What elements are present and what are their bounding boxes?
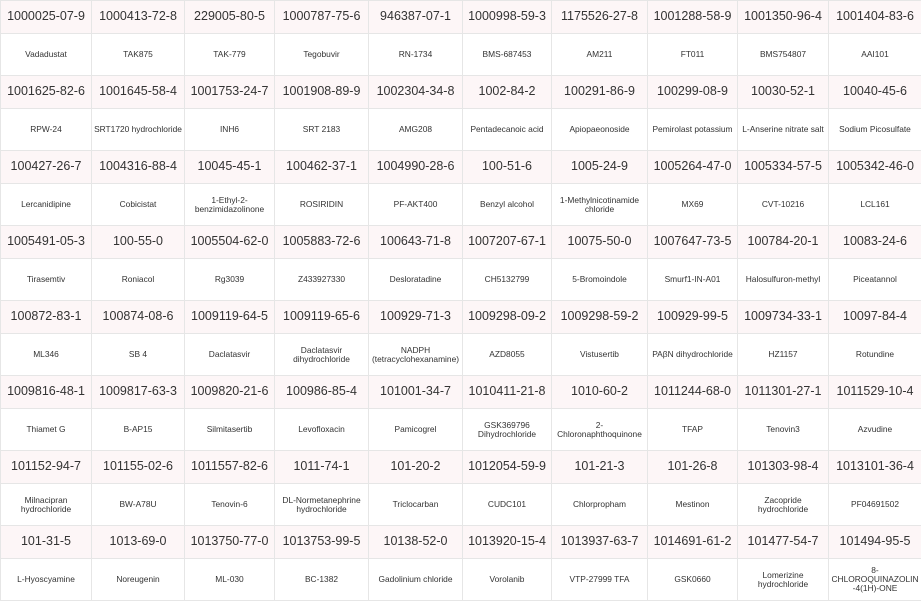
compound-name-row <box>1 484 921 526</box>
compound-name-cell[interactable]: NADPH (tetracyclohexanamine) <box>369 334 463 376</box>
cas-number-cell[interactable]: 101001-34-7 <box>369 376 463 409</box>
compound-name-cell[interactable]: AAI101 <box>829 34 921 76</box>
compound-name-cell[interactable]: Triclocarban <box>369 484 463 526</box>
cas-number-cell[interactable]: 101-20-2 <box>369 451 463 484</box>
compound-name-cell[interactable]: CVT-10216 <box>738 184 829 226</box>
compound-name-cell[interactable]: L-Hyoscyamine <box>1 559 92 601</box>
cas-number-cell[interactable]: 10040-45-6 <box>829 76 921 109</box>
cas-number-cell[interactable]: 100299-08-9 <box>648 76 738 109</box>
compound-name-cell[interactable]: BMS-687453 <box>463 34 552 76</box>
compound-name-cell[interactable]: Gadolinium chloride <box>369 559 463 601</box>
compound-name-cell[interactable]: Chlorpropham <box>552 484 648 526</box>
compound-name-cell[interactable]: 8-CHLOROQUINAZOLIN-4(1H)-ONE <box>829 559 921 601</box>
compound-name-cell[interactable]: Roniacol <box>92 259 185 301</box>
cas-number-cell[interactable]: 1010411-21-8 <box>463 376 552 409</box>
compound-name-cell[interactable]: Smurf1-IN-A01 <box>648 259 738 301</box>
compound-name-cell[interactable]: Tegobuvir <box>275 34 369 76</box>
cas-number-cell[interactable]: 1009298-59-2 <box>552 301 648 334</box>
cas-number-cell[interactable]: 1002304-34-8 <box>369 76 463 109</box>
compound-name-row <box>1 409 921 451</box>
compound-name-cell[interactable]: Sodium Picosulfate <box>829 109 921 151</box>
compound-name-cell[interactable]: INH6 <box>185 109 275 151</box>
compound-name-cell[interactable]: Pentadecanoic acid <box>463 109 552 151</box>
compound-name-row <box>1 334 921 376</box>
cas-number-cell[interactable]: 100643-71-8 <box>369 226 463 259</box>
cas-number-cell[interactable]: 1009816-48-1 <box>1 376 92 409</box>
compound-name-cell[interactable]: Pamicogrel <box>369 409 463 451</box>
compound-name-cell[interactable]: PF04691502 <box>829 484 921 526</box>
cas-number-cell[interactable]: 1000413-72-8 <box>92 1 185 34</box>
compound-name-cell[interactable]: CUDC101 <box>463 484 552 526</box>
cas-number-cell[interactable]: 101155-02-6 <box>92 451 185 484</box>
cas-number-cell[interactable]: 1012054-59-9 <box>463 451 552 484</box>
compound-name-cell[interactable]: GSK0660 <box>648 559 738 601</box>
cas-number-cell[interactable]: 1000998-59-3 <box>463 1 552 34</box>
cas-number-cell[interactable]: 1013101-36-4 <box>829 451 921 484</box>
cas-number-cell[interactable]: 1005264-47-0 <box>648 151 738 184</box>
cas-number-cell[interactable]: 100784-20-1 <box>738 226 829 259</box>
compound-name-cell[interactable]: Apiopaeonoside <box>552 109 648 151</box>
compound-name-cell[interactable]: Lercanidipine <box>1 184 92 226</box>
cas-number-cell[interactable]: 10083-24-6 <box>829 226 921 259</box>
cas-number-row <box>1 76 921 109</box>
cas-number-cell[interactable]: 1013-69-0 <box>92 526 185 559</box>
compound-name-cell[interactable]: Benzyl alcohol <box>463 184 552 226</box>
compound-name-cell[interactable]: AMG208 <box>369 109 463 151</box>
cas-number-cell[interactable]: 1000025-07-9 <box>1 1 92 34</box>
compound-name-cell[interactable]: BW-A78U <box>92 484 185 526</box>
compound-name-cell[interactable]: RN-1734 <box>369 34 463 76</box>
compound-name-cell[interactable]: BMS754807 <box>738 34 829 76</box>
compound-name-cell[interactable]: 5-Bromoindole <box>552 259 648 301</box>
cas-number-cell[interactable]: 100291-86-9 <box>552 76 648 109</box>
cas-number-cell[interactable]: 1002-84-2 <box>463 76 552 109</box>
compound-name-cell[interactable]: 1-Methylnicotinamide chloride <box>552 184 648 226</box>
cas-number-cell[interactable]: 100874-08-6 <box>92 301 185 334</box>
cas-number-cell[interactable]: 1014691-61-2 <box>648 526 738 559</box>
cas-number-cell[interactable]: 100929-71-3 <box>369 301 463 334</box>
compound-name-cell[interactable]: BC-1382 <box>275 559 369 601</box>
compound-name-cell[interactable]: AZD8055 <box>463 334 552 376</box>
compound-name-cell[interactable]: Vadadustat <box>1 34 92 76</box>
compound-name-cell[interactable]: 1-Ethyl-2-benzimidazolinone <box>185 184 275 226</box>
cas-number-cell[interactable]: 10097-84-4 <box>829 301 921 334</box>
compound-name-cell[interactable]: VTP-27999 TFA <box>552 559 648 601</box>
cas-number-row <box>1 1 921 34</box>
cas-number-cell[interactable]: 100872-83-1 <box>1 301 92 334</box>
cas-number-cell[interactable]: 1011-74-1 <box>275 451 369 484</box>
cas-number-cell[interactable]: 1001625-82-6 <box>1 76 92 109</box>
compound-name-cell[interactable]: Tenovin-6 <box>185 484 275 526</box>
cas-number-cell[interactable]: 1005883-72-6 <box>275 226 369 259</box>
compound-name-cell[interactable]: Milnacipran hydrochloride <box>1 484 92 526</box>
cas-number-cell[interactable]: 1005334-57-5 <box>738 151 829 184</box>
compound-name-cell[interactable]: PF-AKT400 <box>369 184 463 226</box>
cas-number-cell[interactable]: 100986-85-4 <box>275 376 369 409</box>
cas-number-cell[interactable]: 1001645-58-4 <box>92 76 185 109</box>
cas-number-cell[interactable]: 1007647-73-5 <box>648 226 738 259</box>
compound-name-cell[interactable]: Desloratadine <box>369 259 463 301</box>
compound-name-cell[interactable]: L-Anserine nitrate salt <box>738 109 829 151</box>
cas-number-cell[interactable]: 101-26-8 <box>648 451 738 484</box>
cas-number-cell[interactable]: 1001350-96-4 <box>738 1 829 34</box>
cas-number-cell[interactable]: 1009820-21-6 <box>185 376 275 409</box>
compound-name-cell[interactable]: LCL161 <box>829 184 921 226</box>
cas-number-cell[interactable]: 101-21-3 <box>552 451 648 484</box>
compound-name-cell[interactable]: DL-Normetanephrine hydrochloride <box>275 484 369 526</box>
compound-name-cell[interactable]: Pemirolast potassium <box>648 109 738 151</box>
compound-name-cell[interactable]: ML346 <box>1 334 92 376</box>
cas-number-cell[interactable]: 1011557-82-6 <box>185 451 275 484</box>
cas-number-cell[interactable]: 1013750-77-0 <box>185 526 275 559</box>
compound-name-cell[interactable]: ML-030 <box>185 559 275 601</box>
compound-name-cell[interactable]: Halosulfuron-methyl <box>738 259 829 301</box>
compound-name-cell[interactable]: GSK369796 Dihydrochloride <box>463 409 552 451</box>
cas-number-cell[interactable]: 1011244-68-0 <box>648 376 738 409</box>
compound-name-cell[interactable]: 2-Chloronaphthoquinone <box>552 409 648 451</box>
cas-number-cell[interactable]: 1007207-67-1 <box>463 226 552 259</box>
compound-name-cell[interactable]: Rotundine <box>829 334 921 376</box>
cas-number-cell[interactable]: 1013937-63-7 <box>552 526 648 559</box>
compound-name-cell[interactable]: CH5132799 <box>463 259 552 301</box>
compound-name-cell[interactable]: Daclatasvir <box>185 334 275 376</box>
cas-number-cell[interactable]: 10138-52-0 <box>369 526 463 559</box>
cas-number-cell[interactable]: 1175526-27-8 <box>552 1 648 34</box>
compound-name-cell[interactable]: Cobicistat <box>92 184 185 226</box>
compound-name-cell[interactable]: SRT 2183 <box>275 109 369 151</box>
compound-name-cell[interactable]: Lomerizine hydrochloride <box>738 559 829 601</box>
cas-number-cell[interactable]: 1005342-46-0 <box>829 151 921 184</box>
compound-name-cell[interactable]: AM211 <box>552 34 648 76</box>
cas-number-cell[interactable]: 101-31-5 <box>1 526 92 559</box>
cas-number-cell[interactable]: 1013920-15-4 <box>463 526 552 559</box>
compound-name-cell[interactable]: FT011 <box>648 34 738 76</box>
cas-number-cell[interactable]: 1001288-58-9 <box>648 1 738 34</box>
cas-number-cell[interactable]: 946387-07-1 <box>369 1 463 34</box>
cas-number-cell[interactable]: 100-55-0 <box>92 226 185 259</box>
compound-name-cell[interactable]: Mestinon <box>648 484 738 526</box>
cas-number-cell[interactable]: 1010-60-2 <box>552 376 648 409</box>
compound-name-cell[interactable]: Noreugenin <box>92 559 185 601</box>
cas-number-cell[interactable]: 100462-37-1 <box>275 151 369 184</box>
compound-name-cell[interactable]: Thiamet G <box>1 409 92 451</box>
cas-number-cell[interactable]: 1009298-09-2 <box>463 301 552 334</box>
compound-name-cell[interactable]: Silmitasertib <box>185 409 275 451</box>
compound-name-row <box>1 184 921 226</box>
compound-name-cell[interactable]: TFAP <box>648 409 738 451</box>
cas-number-cell[interactable]: 1009817-63-3 <box>92 376 185 409</box>
compound-name-cell[interactable]: MX69 <box>648 184 738 226</box>
compound-name-cell[interactable]: HZ1157 <box>738 334 829 376</box>
cas-number-cell[interactable]: 1009119-64-5 <box>185 301 275 334</box>
compound-name-cell[interactable]: Azvudine <box>829 409 921 451</box>
cas-number-cell[interactable]: 10075-50-0 <box>552 226 648 259</box>
cas-number-cell[interactable]: 1001404-83-6 <box>829 1 921 34</box>
cas-number-row <box>1 301 921 334</box>
cas-number-cell[interactable]: 1013753-99-5 <box>275 526 369 559</box>
cas-number-cell[interactable]: 1005491-05-3 <box>1 226 92 259</box>
cas-number-row <box>1 226 921 259</box>
compound-name-row <box>1 34 921 76</box>
compound-name-cell[interactable]: ROSIRIDIN <box>275 184 369 226</box>
cas-number-cell[interactable]: 1009119-65-6 <box>275 301 369 334</box>
cas-number-cell[interactable]: 1005504-62-0 <box>185 226 275 259</box>
compound-name-cell[interactable]: Vorolanib <box>463 559 552 601</box>
compound-name-cell[interactable]: Tenovin3 <box>738 409 829 451</box>
cas-number-cell[interactable]: 101494-95-5 <box>829 526 921 559</box>
compound-name-cell[interactable]: Rg3039 <box>185 259 275 301</box>
cas-number-cell[interactable]: 1001753-24-7 <box>185 76 275 109</box>
compound-name-cell[interactable]: TAK875 <box>92 34 185 76</box>
cas-number-cell[interactable]: 1011529-10-4 <box>829 376 921 409</box>
compound-name-cell[interactable]: Vistusertib <box>552 334 648 376</box>
cas-number-cell[interactable]: 1000787-75-6 <box>275 1 369 34</box>
compound-name-cell[interactable]: Daclatasvir dihydrochloride <box>275 334 369 376</box>
cas-number-row <box>1 451 921 484</box>
compound-name-cell[interactable]: Levofloxacin <box>275 409 369 451</box>
cas-number-cell[interactable]: 1001908-89-9 <box>275 76 369 109</box>
compound-name-cell[interactable]: PAβN dihydrochloride <box>648 334 738 376</box>
cas-number-cell[interactable]: 1005-24-9 <box>552 151 648 184</box>
cas-number-row <box>1 376 921 409</box>
cas-number-cell[interactable]: 1009734-33-1 <box>738 301 829 334</box>
cas-number-cell[interactable]: 1011301-27-1 <box>738 376 829 409</box>
compound-name-row <box>1 109 921 151</box>
cas-number-cell[interactable]: 10045-45-1 <box>185 151 275 184</box>
compound-name-cell[interactable]: Z433927330 <box>275 259 369 301</box>
cas-number-cell[interactable]: 100929-99-5 <box>648 301 738 334</box>
compound-name-cell[interactable]: RPW-24 <box>1 109 92 151</box>
compound-name-cell[interactable]: Piceatannol <box>829 259 921 301</box>
compound-name-cell[interactable]: SB 4 <box>92 334 185 376</box>
compound-name-cell[interactable]: Tirasemtiv <box>1 259 92 301</box>
compound-name-cell[interactable]: B-AP15 <box>92 409 185 451</box>
compound-name-row <box>1 259 921 301</box>
cas-number-cell[interactable]: 100427-26-7 <box>1 151 92 184</box>
cas-number-cell[interactable]: 101477-54-7 <box>738 526 829 559</box>
compound-name-cell[interactable]: Zacopride hydrochloride <box>738 484 829 526</box>
cas-number-row <box>1 151 921 184</box>
cas-number-cell[interactable]: 10030-52-1 <box>738 76 829 109</box>
cas-number-cell[interactable]: 229005-80-5 <box>185 1 275 34</box>
cas-number-cell[interactable]: 101152-94-7 <box>1 451 92 484</box>
cas-number-row <box>1 526 921 559</box>
compound-name-cell[interactable]: TAK-779 <box>185 34 275 76</box>
cas-number-cell[interactable]: 1004316-88-4 <box>92 151 185 184</box>
compound-name-cell[interactable]: SRT1720 hydrochloride <box>92 109 185 151</box>
cas-number-cell[interactable]: 1004990-28-6 <box>369 151 463 184</box>
cas-number-cell[interactable]: 100-51-6 <box>463 151 552 184</box>
cas-number-cell[interactable]: 101303-98-4 <box>738 451 829 484</box>
compound-name-row <box>1 559 921 601</box>
